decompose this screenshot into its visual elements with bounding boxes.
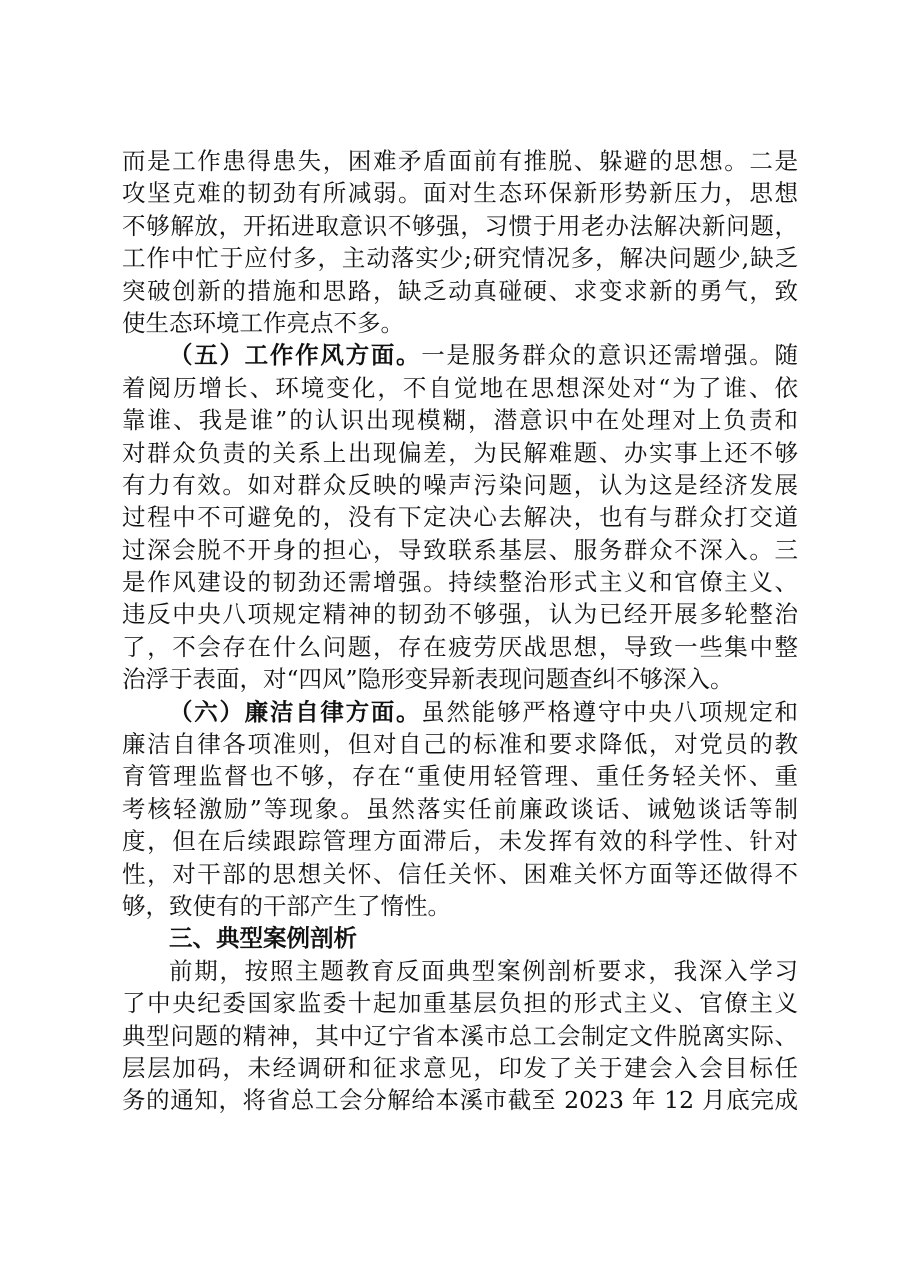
text-line: 了中央纪委国家监委十起加重基层负担的形式主义、官僚主义 (122, 989, 798, 1018)
text-line: 着阅历增长、环境变化，不自觉地在思想深处对“为了谁、依 (122, 373, 798, 402)
paragraph-5-text-end: 随 (774, 341, 799, 370)
text-line: 违反中央八项规定精神的韧劲不够强，认为已经开展多轮整治 (122, 600, 798, 629)
paragraph-6-heading: （六）廉洁自律方面。 (169, 697, 422, 726)
text-line: 考核轻激励”等现象。虽然落实任前廉政谈话、诫勉谈话等制 (122, 794, 798, 823)
text-line: 治浮于表面，对“四风”隐形变异新表现问题查纠不够深入。 (122, 665, 734, 694)
text-line: 典型问题的精神，其中辽宁省本溪市总工会制定文件脱离实际、 (122, 1021, 798, 1050)
text-line: 度，但在后续跟踪管理方面滞后，未发挥有效的科学性、针对 (122, 827, 798, 856)
text-line: 攻坚克难的韧劲有所减弱。面对生态环保新形势新压力，思想 (122, 179, 798, 208)
text-line: 突破创新的措施和思路，缺乏动真碰硬、求变求新的勇气，致 (122, 276, 798, 305)
text-line: 层层加码，未经调研和征求意见，印发了关于建会入会目标任 (122, 1053, 798, 1082)
text-line: 过深会脱不开身的担心，导致联系基层、服务群众不深入。三 (122, 535, 798, 564)
text-line: 是作风建设的韧劲还需增强。持续整治形式主义和官僚主义、 (122, 568, 798, 597)
document-body (122, 145, 798, 1117)
text-line: 够，致使有的干部产生了惰性。 (122, 891, 451, 920)
text-line: 过程中不可避免的，没有下定决心去解决，也有与群众打交道 (122, 503, 798, 532)
text-line: 廉洁自律各项准则，但对自己的标准和要求降低，对党员的教 (122, 730, 798, 759)
text-line: 育管理监督也不够，存在“重使用轻管理、重任务轻关怀、重 (122, 762, 798, 791)
text-line: 对群众负责的关系上出现偏差，为民解难题、办实事上还不够 (122, 438, 798, 467)
text-line: 务的通知，将省总工会分解给本溪市截至 2023 年 12 月底完成 (122, 1086, 798, 1115)
text-line: 使生态环境工作亮点不多。 (122, 308, 404, 337)
paragraph-5-heading: （五）工作作风方面。 (169, 341, 422, 370)
text-line: 性，对干部的思想关怀、信任关怀、困难关怀方面等还做得不 (122, 859, 798, 888)
paragraph-6-first-line (122, 696, 798, 728)
text-line: 前期，按照主题教育反面典型案例剖析要求，我深入学习 (169, 956, 798, 985)
text-line: 不够解放，开拓进取意识不够强，习惯于用老办法解决新问题， (122, 211, 798, 240)
text-line: 工作中忙于应付多，主动落实少;研究情况多，解决问题少,缺乏 (122, 244, 798, 273)
section-heading: 三、典型案例剖析 (169, 924, 357, 953)
paragraph-5-text: 一是服务群众的意识还需增强。 (421, 341, 775, 370)
paragraph-5-first-line (122, 339, 798, 371)
paragraph-6-text: 虽然能够严格遵守中央八项规定和 (421, 697, 799, 726)
text-line: 靠谁、我是谁”的认识出现模糊，潜意识中在处理对上负责和 (122, 406, 798, 435)
text-line: 而是工作患得患失，困难矛盾面前有推脱、躲避的思想。二是 (122, 147, 798, 175)
text-line: 有力有效。如对群众反映的噪声污染问题，认为这是经济发展 (122, 470, 798, 499)
text-line: 了，不会存在什么问题，存在疲劳厌战思想，导致一些集中整 (122, 632, 798, 661)
